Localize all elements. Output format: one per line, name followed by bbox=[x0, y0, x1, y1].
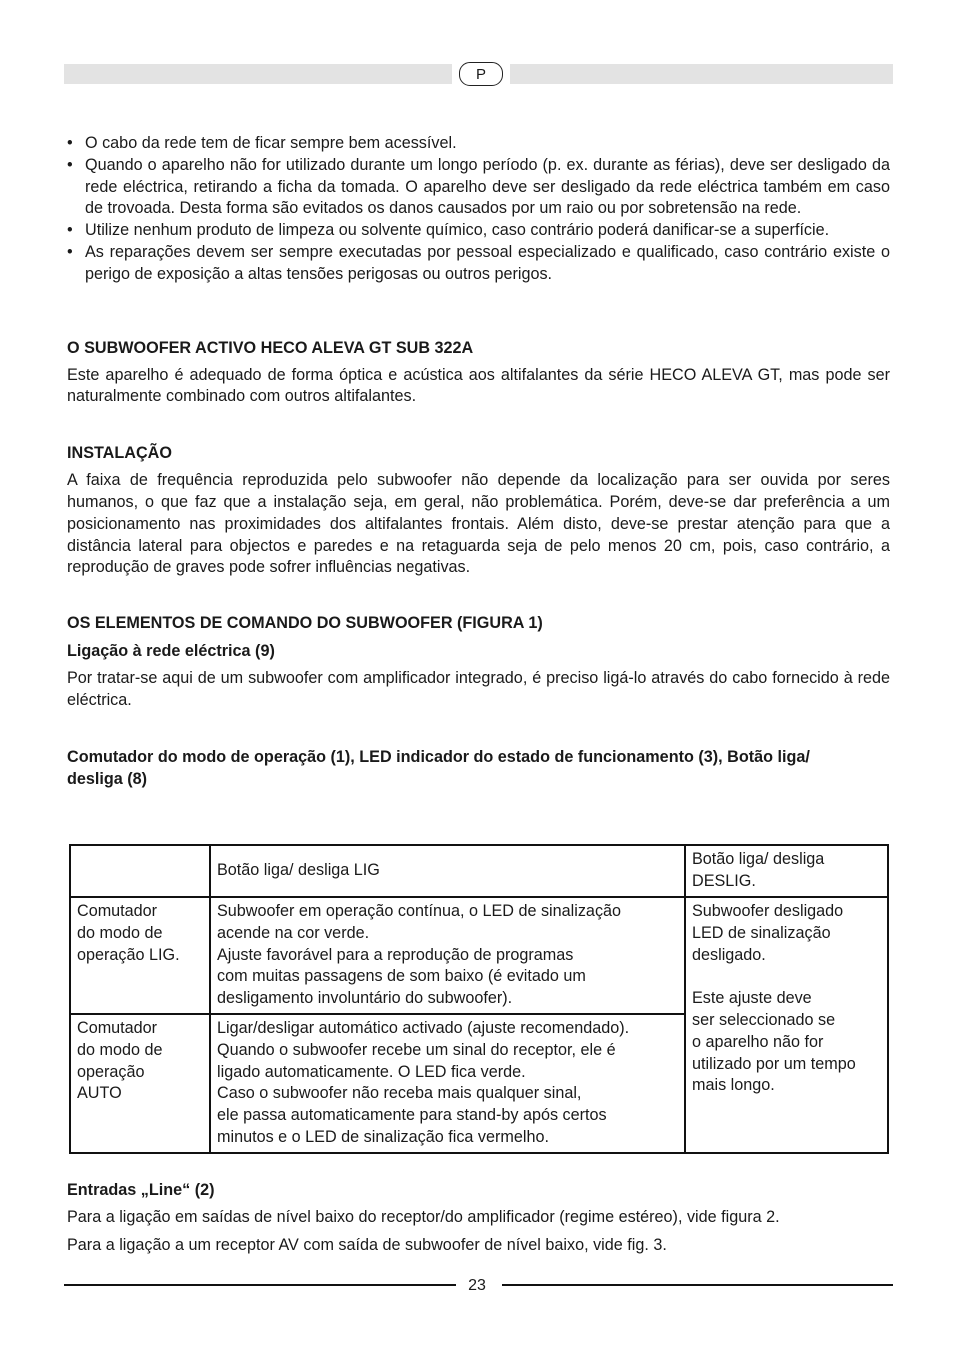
language-badge-label: P bbox=[459, 62, 503, 86]
table-header-cell-deslig: Botão liga/ desliga DESLIG. bbox=[685, 845, 888, 897]
section-heading-installation: INSTALAÇÃO bbox=[67, 444, 172, 463]
subheading-mode-switch-line1: Comutador do modo de operação (1), LED indicador do estado de funcionamento (3), Botão liga/ bbox=[67, 747, 810, 766]
subheading-mode-switch-line2: desliga (8) bbox=[67, 769, 148, 788]
line-inputs-av-text: Para a ligação a um receptor AV com saída de subwoofer de nível baixo, vide fig. 3. bbox=[67, 1235, 667, 1254]
operation-mode-table bbox=[69, 844, 889, 1154]
subheading-power-connection: Ligação à rede eléctrica (9) bbox=[67, 642, 275, 661]
page-number: 23 bbox=[468, 1277, 486, 1294]
section-heading-subwoofer: O SUBWOOFER ACTIVO HECO ALEVA GT SUB 322A bbox=[67, 338, 474, 357]
installation-description: A faixa de frequência reproduzida pelo subwoofer não depende da localização para ser ouvida por seres humanos, o que faz que a instalação seja, em geral, não problemática. Porém, deve-se dar preferência a um posicionamento nas proximidades dos altifalantes frontais. Além disto, deve-se prestar atenção para que a distância lateral para objectos e paredes e na retaguarda seja de pelo menos 20 cm, pois, caso contrário, a reprodução de graves pode sofrer influências negativas. bbox=[67, 471, 890, 577]
subwoofer-description: Este aparelho é adequado de forma óptica e acústica aos altifalantes da série HECO ALEVA GT, mas pode ser naturalmente combinado com outros altifalantes. bbox=[67, 365, 890, 406]
language-badge bbox=[452, 61, 510, 87]
line-inputs-stereo-text: Para a ligação em saídas de nível baixo do receptor/do amplificador (regime estéreo), vide figura 2. bbox=[67, 1208, 780, 1226]
list-item: • As reparações devem ser sempre executadas por pessoal especializado e qualificado, caso contrário existe o perigo de exposição a altas tensões perigosas ou outros perigos. bbox=[67, 242, 890, 286]
table-header-row bbox=[70, 845, 888, 897]
table-cell-deslig-description: Subwoofer desligado LED de sinalização desligado. Este ajuste deve ser seleccionado se o aparelho não for utilizado por um tempo mais longo. bbox=[685, 897, 888, 1153]
page-content bbox=[67, 133, 890, 790]
footer-rule-right bbox=[502, 1284, 893, 1286]
subheading-mode-switch bbox=[67, 746, 890, 790]
safety-bullet-list bbox=[67, 133, 890, 286]
list-item: • Quando o aparelho não for utilizado durante um longo período (p. ex. durante as férias), deve ser desligado da rede eléctrica, retirando a ficha da tomada. O aparelho deve ser desligado da rede eléctrica também em caso de trovoada. Desta forma são evitados os danos causados por um raio ou por sobretensão na rede. bbox=[67, 155, 890, 220]
table-header-cell-lig: Botão liga/ desliga LIG bbox=[210, 845, 685, 897]
list-item: • O cabo da rede tem de ficar sempre bem acessível. bbox=[67, 133, 890, 155]
power-connection-description: Por tratar-se aqui de um subwoofer com amplificador integrado, é preciso ligá-lo através do cabo fornecido à rede eléctrica. bbox=[67, 669, 890, 709]
list-item: • Utilize nenhum produto de limpeza ou solvente químico, caso contrário poderá danificar-se a superfície. bbox=[67, 220, 890, 242]
table-cell-mode-auto-label: Comutador do modo de operação AUTO bbox=[70, 1014, 210, 1153]
table-cell-mode-lig-label: Comutador do modo de operação LIG. bbox=[70, 897, 210, 1014]
section-heading-controls: OS ELEMENTOS DE COMANDO DO SUBWOOFER (FIGURA 1) bbox=[67, 614, 543, 633]
line-inputs-section bbox=[67, 1179, 890, 1257]
table-header-cell-empty bbox=[70, 845, 210, 897]
subheading-line-inputs: Entradas „Line“ (2) bbox=[67, 1181, 215, 1199]
footer-rule-left bbox=[64, 1284, 456, 1286]
table-cell-mode-lig-description: Subwoofer em operação contínua, o LED de sinalização acende na cor verde. Ajuste favorável para a reprodução de programas com muitas passagens de som baixo (é evitado um desligamento involuntário do subwoofer). bbox=[210, 897, 685, 1014]
table-row bbox=[70, 897, 888, 1014]
table-cell-mode-auto-description: Ligar/desligar automático activado (ajuste recomendado). Quando o subwoofer recebe um sinal do receptor, ele é ligado automaticamente. O LED fica verde. Caso o subwoofer não receba mais qualquer sinal, ele passa automaticamente para stand-by após certos minutos e o LED de sinalização fica vermelho. bbox=[210, 1014, 685, 1153]
